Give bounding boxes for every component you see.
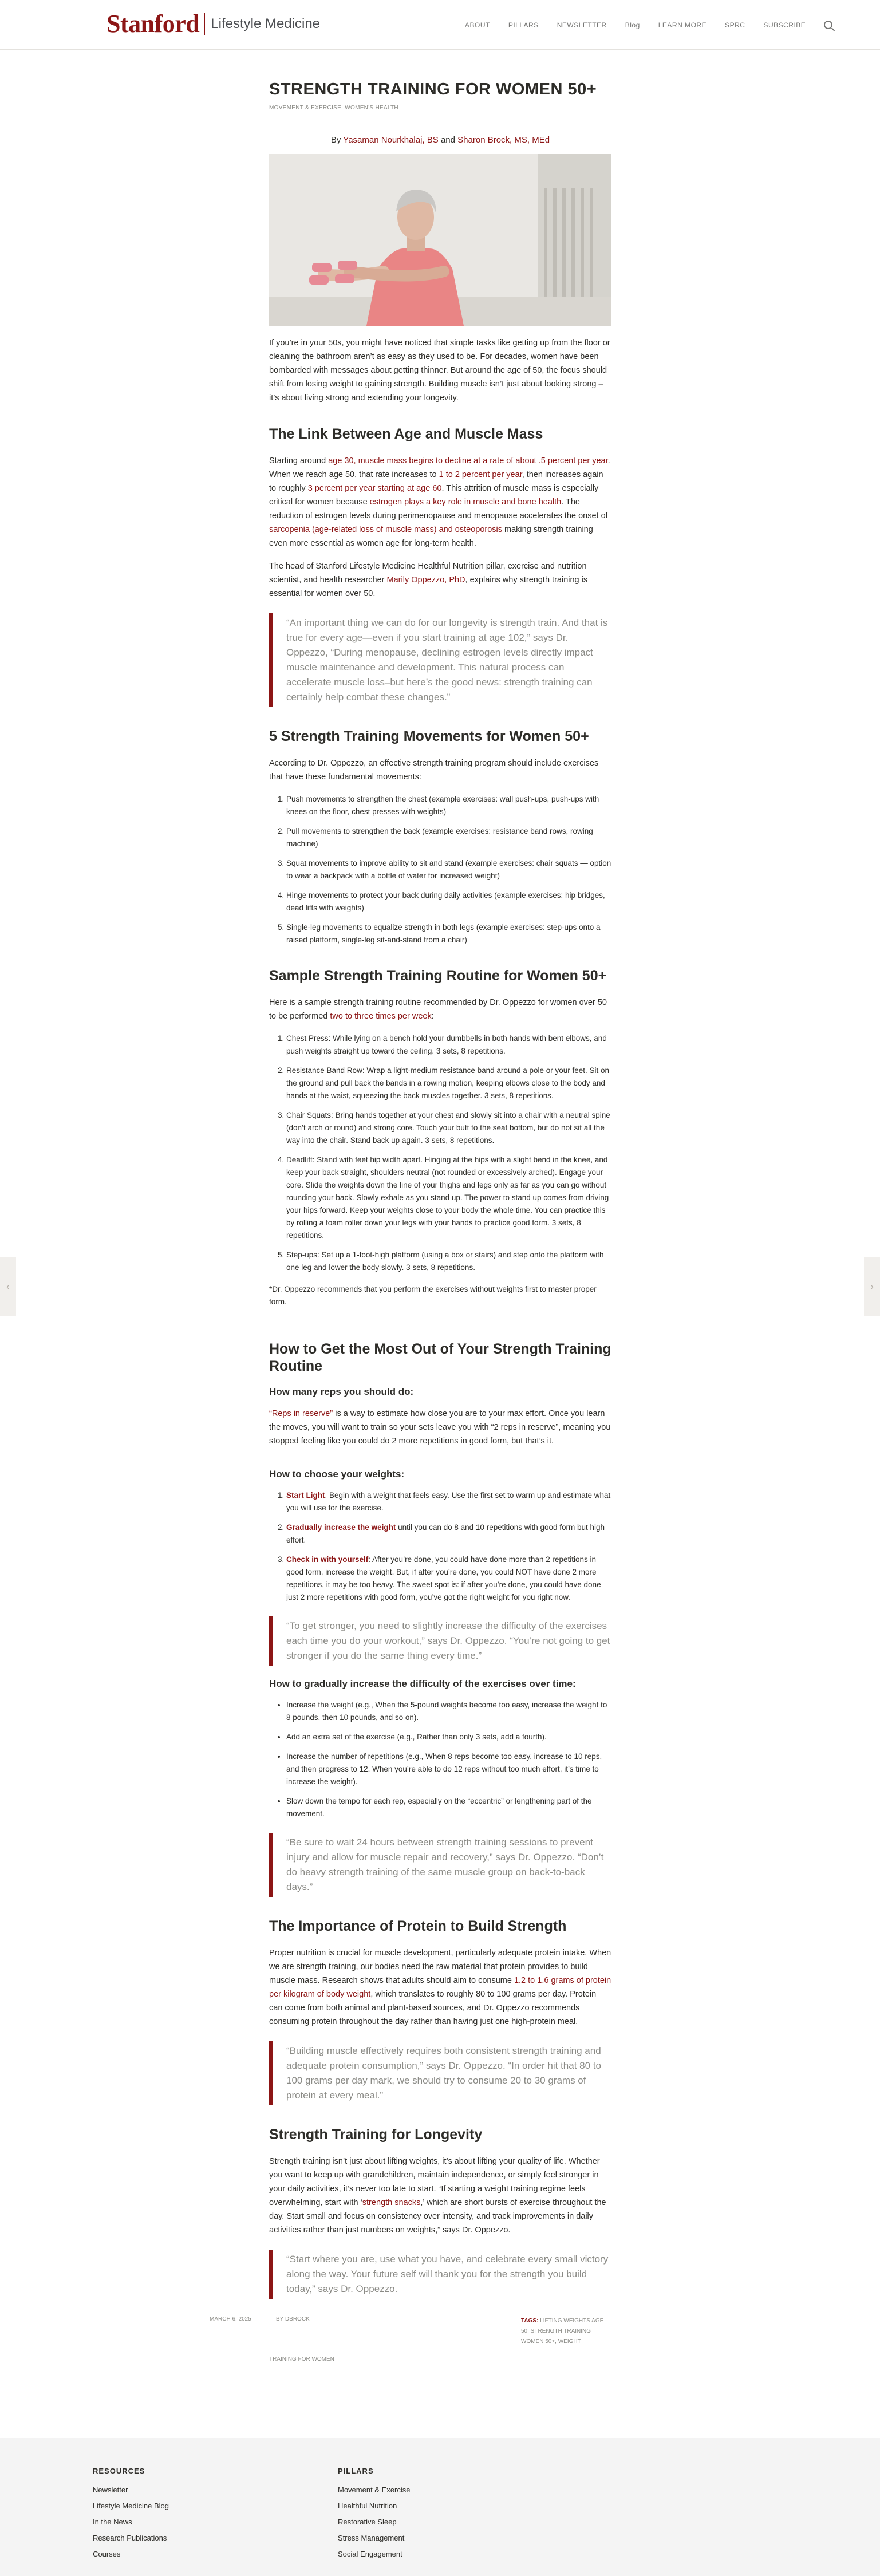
list-item: • Increase the weight (e.g., When the 5-pound weights become too easy, increase the weight to 8 pounds, then 10 pounds, and so on).: [286, 1699, 611, 1724]
text: until you can do 8 and 10 repetitions with good form but high effort.: [286, 1523, 605, 1544]
text: The head of Stanford Lifestyle Medicine Healthful Nutrition pillar, exercise and nutrition scientist, and health researcher: [269, 562, 587, 585]
link-strength-snacks[interactable]: strength snacks: [362, 2198, 421, 2207]
footer-link-research[interactable]: Research Publications: [93, 2534, 167, 2542]
prev-post-arrow[interactable]: [0, 1257, 16, 1316]
footer-link-newsletter[interactable]: Newsletter: [93, 2486, 128, 2494]
text: . The reduction of estrogen levels during perimenopause and menopause accelerates the onset of: [269, 498, 608, 520]
nav-blog[interactable]: Blog: [625, 21, 640, 29]
logo-subtitle: Lifestyle Medicine: [211, 15, 321, 31]
weights-list: [269, 1489, 611, 1604]
footer-resources: [93, 2467, 169, 2566]
text: Proper nutrition is crucial for muscle development, particularly adequate protein intake. When we are strength training, our bodies need the raw material that protein provides to build muscle mass. Research shows that adults should aim to consume: [269, 1948, 611, 1985]
nav-learn-more[interactable]: LEARN MORE: [658, 21, 707, 29]
post-date: MARCH 6, 2025: [210, 2316, 251, 2322]
text: ,’ which are short bursts of exercise throughout the day. Start small and focus on consistency over intensity, and track improvements in daily activities rather than just numbers on weights,” says Dr. Oppezzo.: [269, 2198, 606, 2235]
text: Here is a sample strength training routine recommended by Dr. Oppezzo for women over 50 to be performed: [269, 998, 607, 1021]
footer-link-nutrition[interactable]: Healthful Nutrition: [338, 2502, 397, 2510]
byline: [269, 135, 611, 145]
author-link-1[interactable]: Yasaman Nourkhalaj, BS: [343, 135, 439, 145]
age-paragraph-2: [269, 559, 611, 601]
article-categories[interactable]: MOVEMENT & EXERCISE, WOMEN'S HEALTH: [269, 105, 398, 111]
gradual-list: [269, 1699, 611, 1820]
link-estrogen[interactable]: estrogen plays a key role in muscle and bone health: [369, 498, 562, 507]
footer-resources-title: RESOURCES: [93, 2467, 145, 2475]
heading-gradual: How to gradually increase the difficulty of the exercises over time:: [269, 1678, 576, 1689]
footer-pillars: [338, 2467, 410, 2566]
movements-intro: According to Dr. Oppezzo, an effective strength training program should include exercises that have these fundamental movements:: [269, 759, 599, 782]
footer-link-sleep[interactable]: Restorative Sleep: [338, 2518, 397, 2526]
tag-training-women[interactable]: TRAINING FOR WOMEN: [269, 2356, 334, 2362]
byline-by: By: [330, 135, 344, 145]
text: is a way to estimate how close you are to your max effort. Once you learn the moves, you will want to train so your sets leave you with “2 reps in reserve”, meaning you stopped feeling like you could do 2 more repetitions in good form, but that’s it.: [269, 1409, 611, 1446]
heading-most-out: How to Get the Most Out of Your Strength Training Routine: [269, 1341, 611, 1374]
list-item: 2. Pull movements to strengthen the back (example exercises: resistance band rows, rowing machine): [286, 825, 611, 850]
text: making strength training even more essential as women age for long-term health.: [269, 525, 593, 548]
list-item: 5. Single-leg movements to equalize strength in both legs (example exercises: step-ups onto a raised platform, single-leg sit-and-stand from a chair): [286, 921, 611, 946]
search-icon[interactable]: [824, 21, 832, 29]
article-title: STRENGTH TRAINING FOR WOMEN 50+: [269, 80, 597, 98]
movements-list: [269, 793, 611, 946]
reps-paragraph: [269, 1407, 611, 1448]
chevron-left-icon: ‹: [6, 1280, 10, 1292]
link-age-30[interactable]: age 30, muscle mass begins to decline at a rate of about .5 percent per year: [328, 456, 608, 466]
heading-reps: How many reps you should do:: [269, 1386, 414, 1397]
pull-quote-2: “To get stronger, you need to slightly increase the difficulty of the exercises each time you do your workout,” says Dr. Oppezzo. “You’re not going to get stronger if you do the same thing every time.”: [269, 1616, 611, 1666]
nav-sprc[interactable]: SPRC: [725, 21, 745, 29]
heading-age-muscle: The Link Between Age and Muscle Mass: [269, 426, 543, 442]
footer-link-blog[interactable]: Lifestyle Medicine Blog: [93, 2502, 169, 2510]
text: , which translates to roughly 80 to 100 grams per day. Protein can come from both animal and plant-based sources, and Dr. Oppezzo recommends consuming protein throughout the day rather than having just one high-protein meal.: [269, 1990, 597, 2026]
site-footer: [0, 2438, 880, 2576]
text: . When we reach age 50, that rate increases to: [269, 456, 610, 479]
list-item: 5. Step-ups: Set up a 1-foot-high platform (using a box or stairs) and step onto the platform with one leg and lower the body slowly. 3 sets, 8 repetitions.: [286, 1249, 611, 1274]
post-author[interactable]: BY DBROCK: [276, 2316, 310, 2322]
list-item: • Add an extra set of the exercise (e.g., Rather than only 3 sets, add a fourth).: [286, 1731, 611, 1743]
link-3-percent[interactable]: 3 percent per year starting at age 60: [307, 484, 442, 493]
routine-note: *Dr. Oppezzo recommends that you perform the exercises without weights first to master proper form.: [269, 1285, 597, 1306]
site-logo[interactable]: [106, 9, 320, 38]
link-1-to-2-percent[interactable]: 1 to 2 percent per year: [439, 470, 522, 479]
pull-quote-3: “Be sure to wait 24 hours between strength training sessions to prevent injury and allow for muscle repair and recovery,” says Dr. Oppezzo. “Don’t do heavy strength training of the same muscle group on back-to-back days.”: [269, 1833, 611, 1897]
text: :: [431, 1012, 434, 1021]
heading-routine: Sample Strength Training Routine for Women 50+: [269, 968, 607, 984]
list-item: [286, 1489, 611, 1514]
protein-paragraph: [269, 1946, 611, 2029]
link-protein-grams[interactable]: 1.2 to 1.6 grams of protein per kilogram of body weight: [269, 1976, 611, 1999]
heading-weights: How to choose your weights:: [269, 1469, 405, 1480]
footer-link-movement[interactable]: Movement & Exercise: [338, 2486, 411, 2494]
pull-quote-1: “An important thing we can do for our longevity is strength train. And that is true for every age—even if you start training at age 102,” says Dr. Oppezzo, “During menopause, declining estrogen levels directly impact muscle maintenance and development. This natural process can accelerate muscle loss–but here’s the good news: strength training can certainly help combat these changes.”: [269, 613, 611, 707]
list-item: 3. Squat movements to improve ability to sit and stand (example exercises: chair squats — option to wear a backpack with a bottle of water for increased weight): [286, 857, 611, 882]
hero-illustration: [269, 154, 611, 326]
list-item: [286, 1521, 611, 1547]
routine-intro: [269, 996, 611, 1023]
article-meta: [210, 2316, 611, 2379]
link-check-in[interactable]: Check in with yourself: [286, 1555, 369, 1564]
footer-link-stress[interactable]: Stress Management: [338, 2534, 405, 2542]
footer-link-social[interactable]: Social Engagement: [338, 2550, 402, 2558]
pull-quote-4: “Building muscle effectively requires both consistent strength training and adequate protein consumption,” says Dr. Oppezzo. “In order hit that 80 to 100 grams per day mark, we should try to consume 20 to 30 grams of protein at every meal.”: [269, 2041, 611, 2105]
intro-paragraph: If you’re in your 50s, you might have noticed that simple tasks like getting up from the floor or cleaning the bathroom aren’t as easy as they used to be. For decades, women have been bombarded with messages about getting thinner. But around the age of 50, the focus should shift from losing weight to gaining strength. Building muscle isn’t just about looking strong – it’s about living strong and extending your longevity.: [269, 338, 610, 403]
post-tags: [521, 2316, 611, 2347]
heading-movements: 5 Strength Training Movements for Women 50+: [269, 728, 589, 744]
list-item: • Increase the number of repetitions (e.g., When 8 reps become too easy, increase to 10 reps, and then progress to 12. When you’re able to do 12 reps without too much effort, it’s time to increase the weight).: [286, 1750, 611, 1788]
text: , explains why strength training is essential for women over 50.: [269, 575, 588, 598]
pull-quote-5: “Start where you are, use what you have, and celebrate every small victory along the way. Your future self will thank you for the strength you build today,” says Dr. Oppezzo.: [269, 2250, 611, 2299]
nav-subscribe[interactable]: SUBSCRIBE: [763, 21, 806, 29]
nav-pillars[interactable]: PILLARS: [508, 21, 539, 29]
link-start-light[interactable]: Start Light: [286, 1491, 325, 1500]
footer-link-courses[interactable]: Courses: [93, 2550, 121, 2558]
text: : After you’re done, you could have done more than 2 repetitions in good form, increase the weight. But, if after you’re done, you could NOT have done 2 more repetitions, it may be too heavy. The sweet spot is: if after you’re done, you could have done just 2 more repetitions with good form, you’ve got the right weight for you right now.: [286, 1555, 601, 1601]
next-post-arrow[interactable]: [864, 1257, 880, 1316]
text: . Begin with a weight that feels easy. Use the first set to warm up and estimate what you will use for the exercise.: [286, 1491, 611, 1512]
longevity-paragraph: [269, 2155, 611, 2237]
hero-image: [269, 154, 611, 326]
list-item: • Slow down the tempo for each rep, especially on the “eccentric” or lengthening part of the movement.: [286, 1795, 611, 1820]
author-link-2[interactable]: Sharon Brock, MS, MEd: [457, 135, 550, 145]
age-paragraph-1: [269, 454, 611, 550]
list-item: 1. Chest Press: While lying on a bench hold your dumbbells in both hands with bent elbows, and push weights straight up toward the ceiling. 3 sets, 8 repetitions.: [286, 1032, 611, 1058]
text: . This attrition of muscle mass is especially critical for women because: [269, 484, 599, 507]
footer-link-news[interactable]: In the News: [93, 2518, 132, 2526]
tags-list[interactable]: LIFTING WEIGHTS AGE 50, STRENGTH TRAINING WOMEN 50+, WEIGHT: [521, 2318, 604, 2345]
site-header: [0, 0, 880, 50]
main-nav: [465, 21, 832, 29]
text: Strength training isn’t just about lifting weights, it’s about lifting your quality of life. Whether you want to keep up with grandchildren, maintain independence, or simply feel stronger in your daily activities, it’s never too late to start. “If starting a weight training regime feels overwhelming, start with ‘: [269, 2157, 600, 2207]
logo-divider: [204, 13, 205, 35]
footer-pillars-title: PILLARS: [338, 2467, 374, 2475]
link-marily-oppezzo[interactable]: Marily Oppezzo, PhD: [386, 575, 465, 585]
list-item: 3. Chair Squats: Bring hands together at your chest and slowly sit into a chair with a neutral spine (don’t arch or round) and strong core. Touch your butt to the seat bottom, but do not sit all the way into the chair. Stand back up again. 3 sets, 8 repetitions.: [286, 1109, 611, 1147]
article: [210, 80, 611, 2379]
chevron-right-icon: ›: [870, 1280, 874, 1292]
list-item: 1. Push movements to strengthen the chest (example exercises: wall push-ups, push-ups with knees on the floor, chest presses with weights): [286, 793, 611, 818]
text: , then increases again to roughly: [269, 470, 603, 493]
link-reps-in-reserve[interactable]: “Reps in reserve”: [269, 1409, 333, 1418]
list-item: 2. Resistance Band Row: Wrap a light-medium resistance band around a pole or your feet. Sit on the ground and pull back the bands in a rowing motion, keeping elbows close to the body and hands at the waist, squeezing the back muscles together. 3 sets, 8 repetitions.: [286, 1064, 611, 1102]
logo-wordmark: Stanford: [106, 10, 200, 38]
byline-and: and: [438, 135, 458, 145]
list-item: 4. Hinge movements to protect your back during daily activities (example exercises: hip bridges, dead lifts with weights): [286, 889, 611, 914]
nav-about[interactable]: ABOUT: [465, 21, 490, 29]
routine-list: [269, 1032, 611, 1274]
tags-label: TAGS:: [521, 2318, 539, 2324]
heading-protein: The Importance of Protein to Build Strength: [269, 1918, 567, 1934]
link-sarcopenia[interactable]: sarcopenia (age-related loss of muscle mass) and osteoporosis: [269, 525, 503, 534]
nav-newsletter[interactable]: NEWSLETTER: [557, 21, 607, 29]
text: Starting around: [269, 456, 329, 466]
link-gradually-increase[interactable]: Gradually increase the weight: [286, 1523, 396, 1532]
list-item: [286, 1553, 611, 1604]
heading-longevity: Strength Training for Longevity: [269, 2127, 483, 2143]
list-item: 4. Deadlift: Stand with feet hip width apart. Hinging at the hips with a slight bend in the knee, and keep your back straight, shoulders neutral (not rounded or excessively arched). Engage your core. Slide the weights down the line of your thighs and legs only as far as you can go without rounding your back. Slowly exhale as you stand up. The power to stand up comes from driving your hips forward. Keep your weights close to your body the whole time. You can practice this by rolling a foam roller down your legs with your hands to practice good form. 3 sets, 8 repetitions.: [286, 1154, 611, 1242]
link-two-to-three[interactable]: two to three times per week: [330, 1012, 432, 1021]
